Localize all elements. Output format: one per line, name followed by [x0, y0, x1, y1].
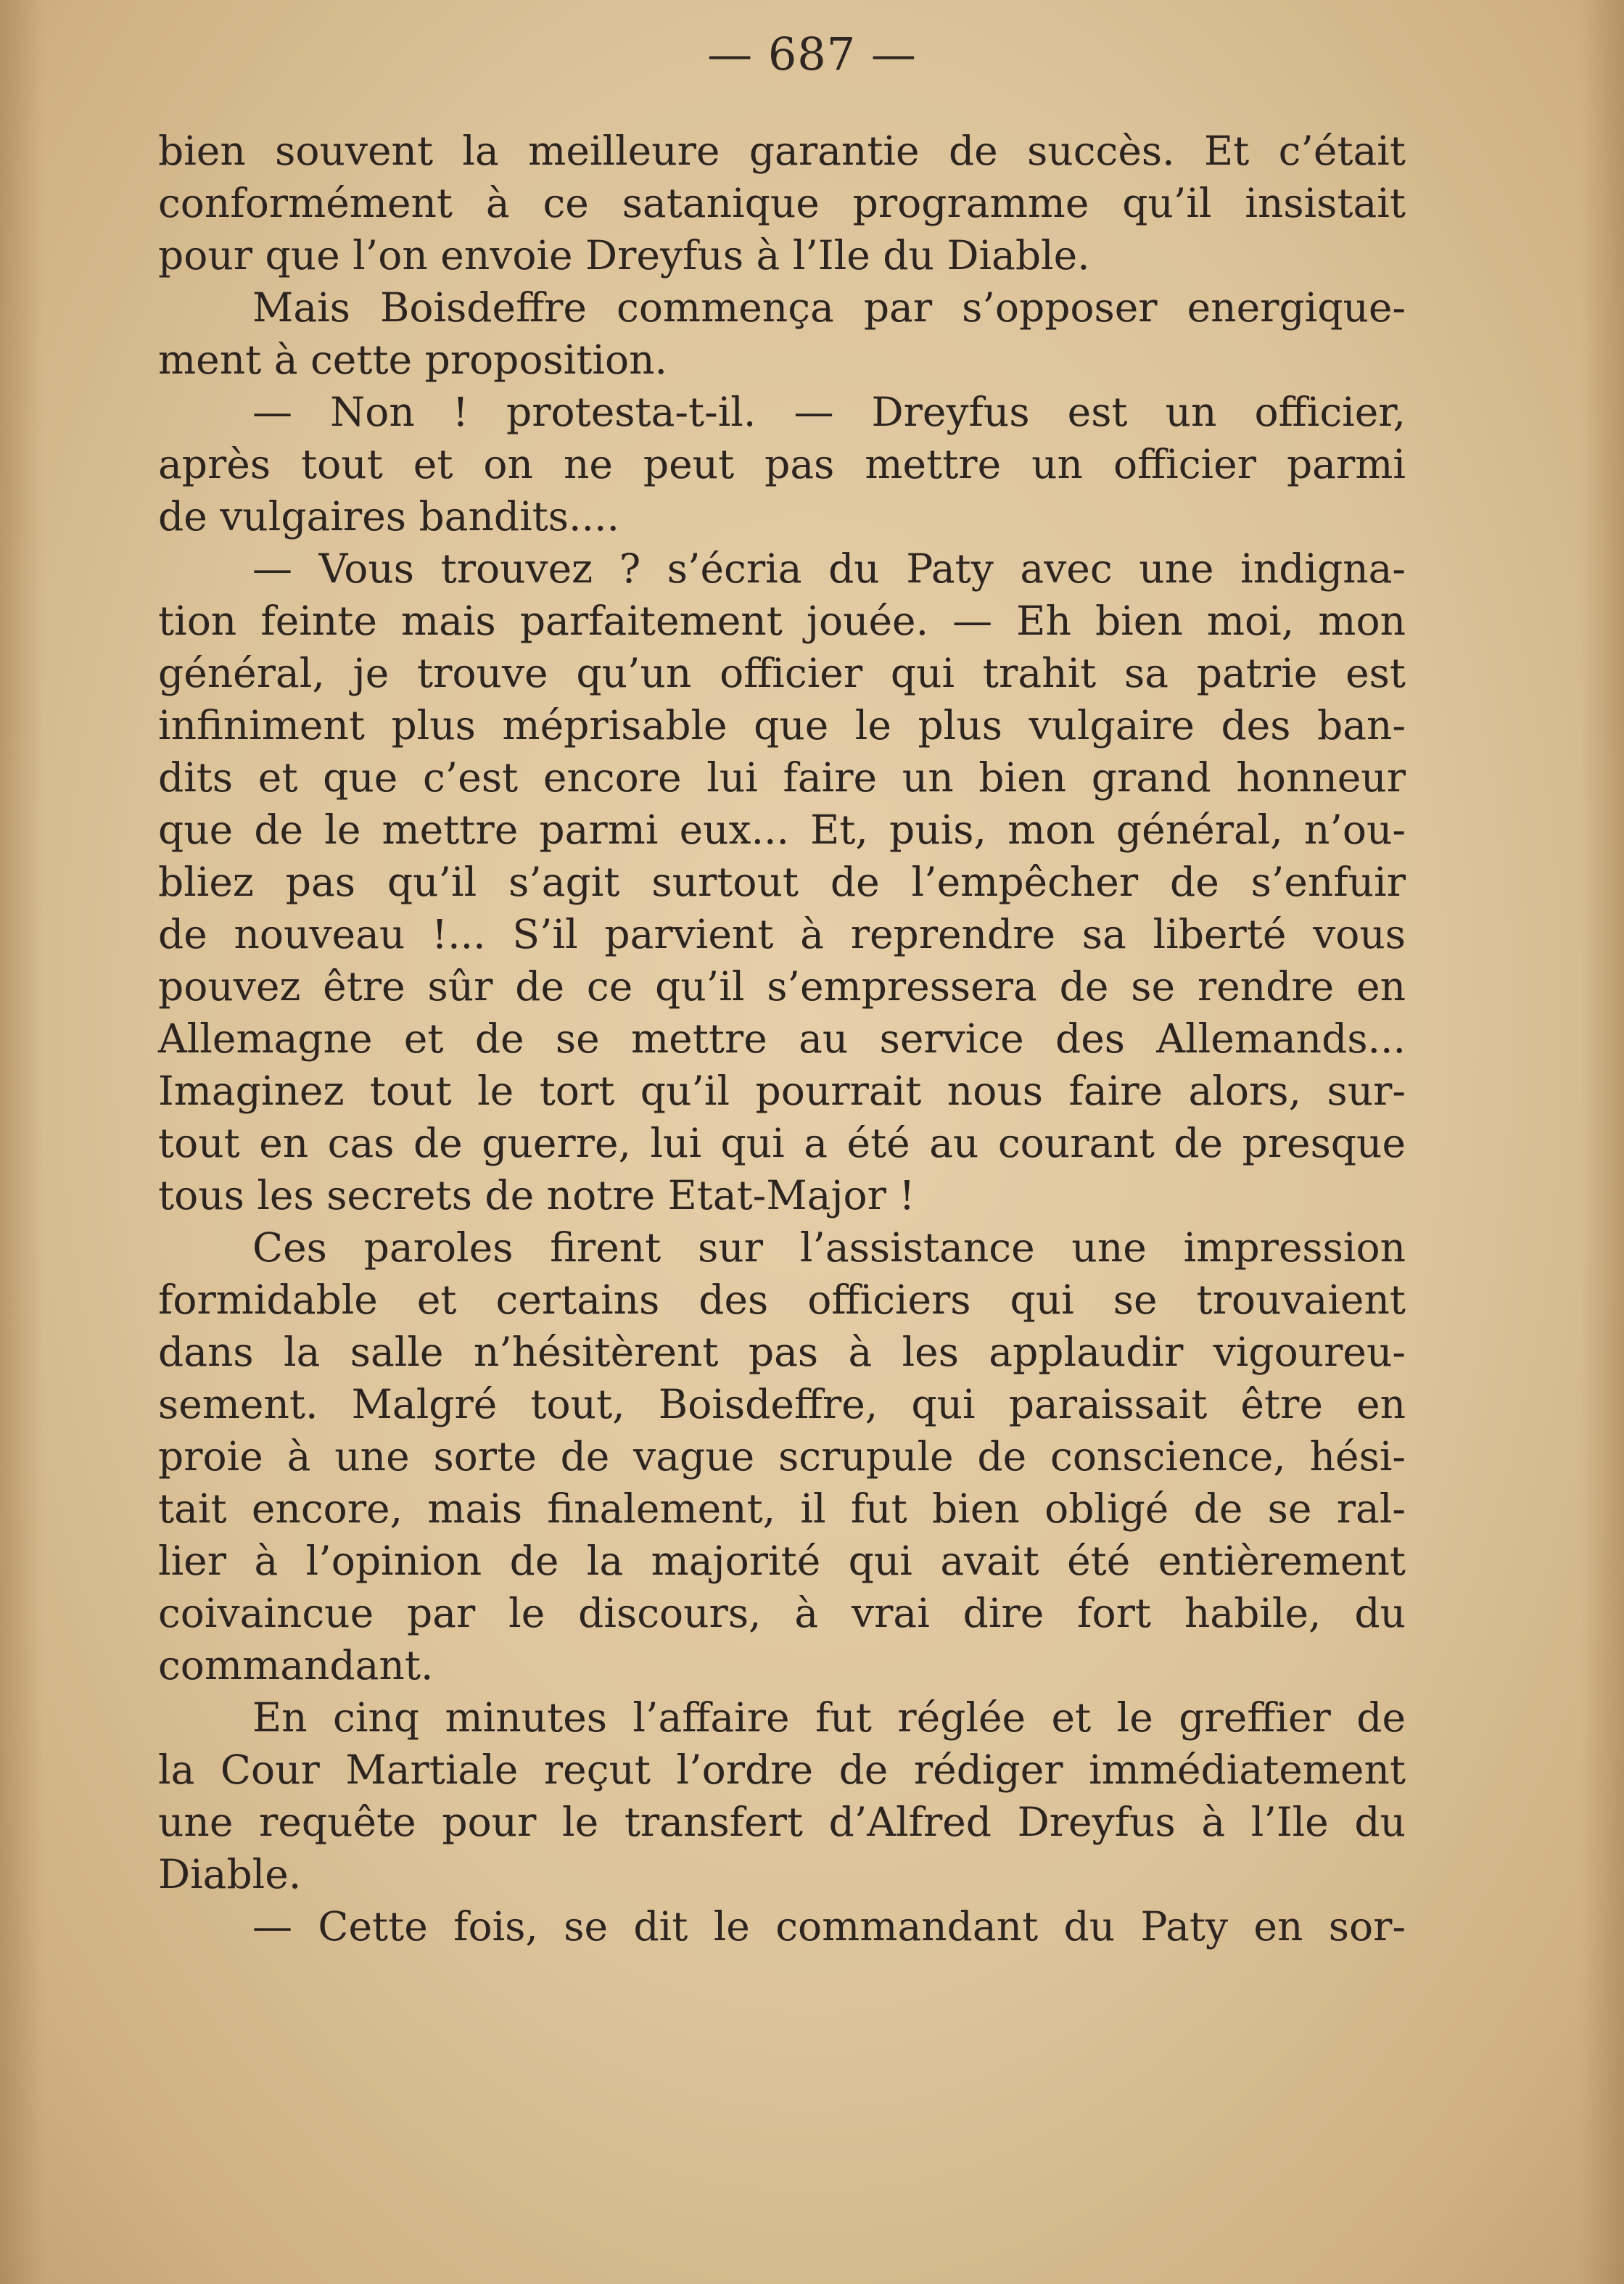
- text-line: tait encore, mais finalement, il fut bien obligé de se ral-: [158, 1485, 1406, 1532]
- text-line: général, je trouve qu’un officier qui trahit sa patrie est: [158, 650, 1406, 696]
- body-text: [158, 125, 1406, 1953]
- text-line: dans la salle n’hésitèrent pas à les applaudir vigoureu-: [158, 1329, 1406, 1375]
- text-line: tion feinte mais parfaitement jouée. — Eh bien moi, mon: [158, 598, 1406, 644]
- text-line: formidable et certains des officiers qui se trouvaient: [158, 1277, 1406, 1323]
- text-line: de nouveau !... S’il parvient à reprendre sa liberté vous: [158, 911, 1406, 957]
- text-line: tout en cas de guerre, lui qui a été au courant de presque: [158, 1120, 1406, 1166]
- text-line: la Cour Martiale reçut l’ordre de rédiger immédiatement: [158, 1747, 1406, 1793]
- text-line: bien souvent la meilleure garantie de succès. Et c’était: [158, 128, 1406, 174]
- text-line: Mais Boisdeffre commença par s’opposer energique-: [252, 284, 1406, 331]
- text-line: Ces paroles firent sur l’assistance une impression: [252, 1224, 1406, 1271]
- text-line: Allemagne et de se mettre au service des Allemands...: [158, 1015, 1406, 1062]
- page-number: — 687 —: [707, 28, 917, 81]
- text-line: Imaginez tout le tort qu’il pourrait nous faire alors, sur-: [158, 1068, 1406, 1114]
- text-line: pour que l’on envoie Dreyfus à l’Ile du Diable.: [158, 232, 1090, 279]
- text-line: infiniment plus méprisable que le plus vulgaire des ban-: [158, 702, 1406, 749]
- text-line: proie à une sorte de vague scrupule de conscience, hési-: [158, 1433, 1406, 1480]
- page-edge-shadow-left: [0, 0, 44, 2284]
- text-line: commandant.: [158, 1642, 434, 1689]
- text-line: conformément à ce satanique programme qu’il insistait: [158, 180, 1406, 226]
- text-line: de vulgaires bandits....: [158, 493, 619, 540]
- text-line: que de le mettre parmi eux... Et, puis, mon général, n’ou-: [158, 807, 1406, 853]
- text-line: dits et que c’est encore lui faire un bien grand honneur: [158, 754, 1406, 801]
- text-line: bliez pas qu’il s’agit surtout de l’empêcher de s’enfuir: [158, 859, 1406, 905]
- text-line: En cinq minutes l’affaire fut réglée et le greffier de: [252, 1694, 1406, 1741]
- page-edge-shadow-right: [1580, 0, 1624, 2284]
- text-line: tous les secrets de notre Etat-Major !: [158, 1172, 915, 1219]
- text-line: — Cette fois, se dit le commandant du Paty en sor-: [252, 1903, 1406, 1950]
- text-line: après tout et on ne peut pas mettre un officier parmi: [158, 441, 1406, 487]
- text-line: — Vous trouvez ? s’écria du Paty avec une indigna-: [252, 545, 1406, 592]
- text-line: pouvez être sûr de ce qu’il s’empressera de se rendre en: [158, 963, 1406, 1010]
- text-line: sement. Malgré tout, Boisdeffre, qui paraissait être en: [158, 1381, 1406, 1427]
- text-line: Diable.: [158, 1851, 302, 1897]
- text-line: ment à cette proposition.: [158, 337, 668, 383]
- text-line: — Non ! protesta-t-il. — Dreyfus est un officier,: [252, 389, 1406, 435]
- text-line: lier à l’opinion de la majorité qui avait été entièrement: [158, 1538, 1406, 1584]
- text-line: une requête pour le transfert d’Alfred Dreyfus à l’Ile du: [158, 1799, 1406, 1845]
- text-line: coivaincue par le discours, à vrai dire fort habile, du: [158, 1590, 1406, 1636]
